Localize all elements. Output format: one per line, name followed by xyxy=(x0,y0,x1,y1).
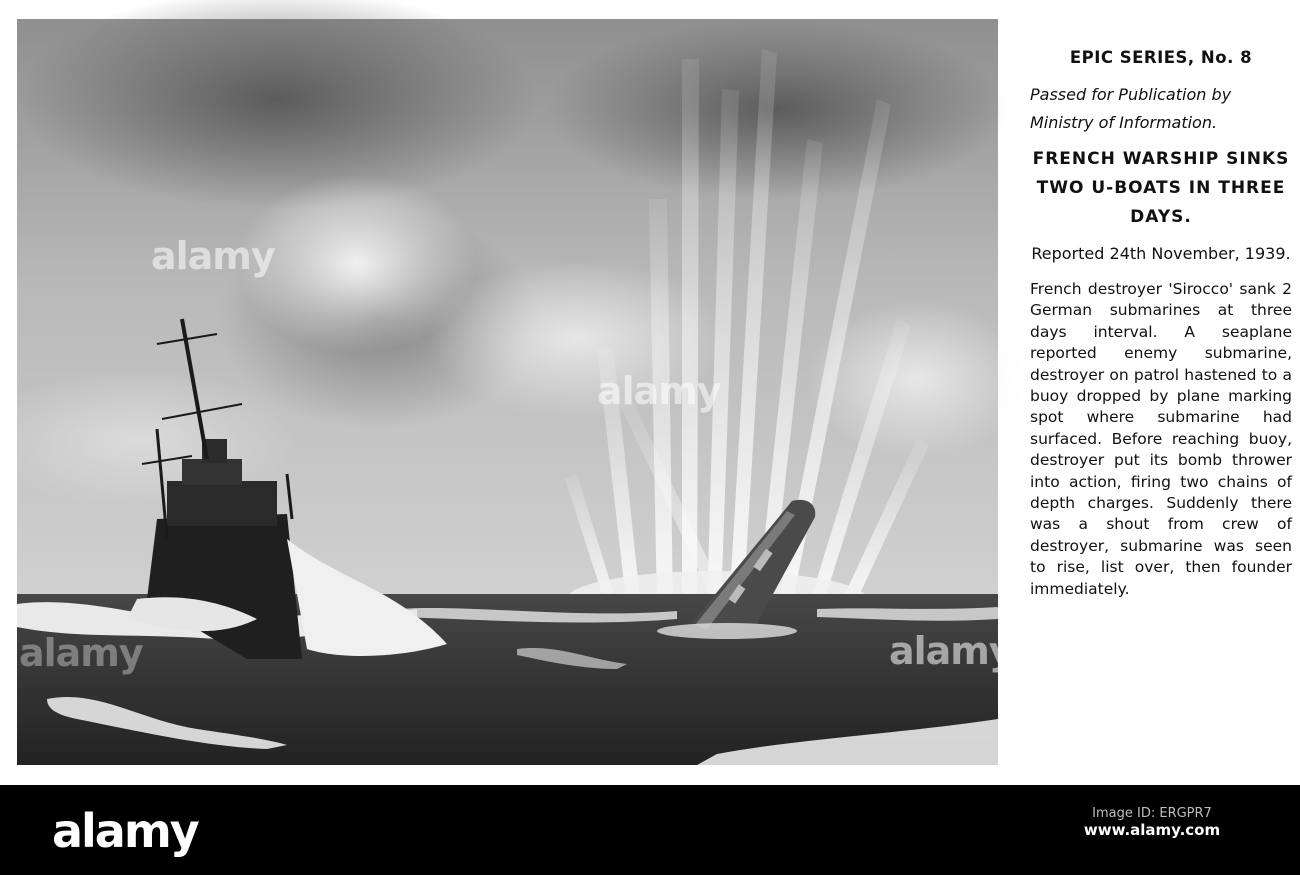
warship-illustration xyxy=(17,19,1013,765)
alamy-watermark: alamy xyxy=(19,631,143,675)
alamy-watermark: alamy xyxy=(889,629,1013,673)
alamy-logo: alamy xyxy=(52,804,198,858)
report-date: Reported 24th November, 1939. xyxy=(1031,244,1291,263)
image-id-label: Image ID: ERGPR7 xyxy=(1092,806,1212,821)
site-url: www.alamy.com xyxy=(1083,821,1221,839)
alamy-watermark: alamy xyxy=(151,234,275,278)
story-text: French destroyer 'Sirocco' sank 2 German submarines at three days interval. A seaplane reported enemy submarine, destroyer on patrol hastened to a buoy dropped by plane marking spot where submarine had surfaced. Before reaching buoy, destroyer put its bomb thrower into action, firing two chains of depth charges. Suddenly there was a shout from crew of destroyer, submarine was seen to rise, list over, then founder immediately. xyxy=(1030,280,1292,598)
image-id-block xyxy=(1052,805,1252,839)
dark-cloud xyxy=(547,19,1007,199)
caption-panel xyxy=(1030,48,1292,600)
alamy-footer-bar xyxy=(0,785,1300,875)
sea-battle-scene xyxy=(17,19,998,765)
alamy-watermark: alamy xyxy=(597,369,721,413)
series-title: EPIC SERIES, No. 8 xyxy=(1069,48,1253,67)
publication-note: Passed for Publication by Ministry of Information. xyxy=(1030,85,1232,132)
headline: FRENCH WARSHIP SINKS TWO U-BOATS IN THREE DAYS. xyxy=(1032,149,1290,227)
